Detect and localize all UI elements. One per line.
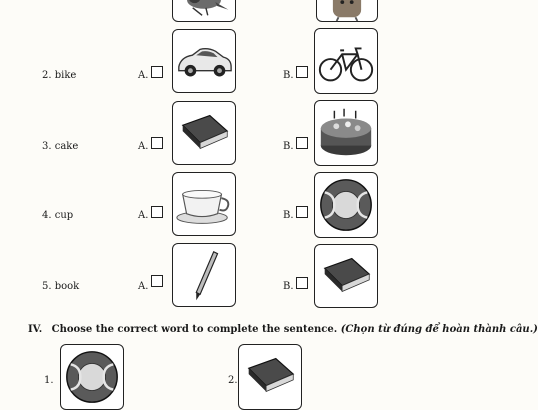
row-label-cup: 4. cup [42, 210, 74, 221]
option-b-checkbox[interactable] [296, 66, 308, 78]
option-a-checkbox[interactable] [151, 275, 163, 287]
car-picture [172, 29, 236, 93]
ball-picture [314, 172, 378, 238]
option-a-checkbox[interactable] [151, 66, 163, 78]
option-b-checkbox[interactable] [296, 137, 308, 149]
option-b-checkbox[interactable] [296, 206, 308, 218]
ball-icon [61, 345, 123, 409]
option-b-letter: B. [283, 70, 294, 81]
question-1-number: 1. [44, 375, 54, 386]
row-label-book: 5. book [42, 281, 80, 292]
cup-icon [173, 173, 235, 235]
cake-picture [314, 100, 378, 166]
section-instruction: Choose the correct word to complete the sentence. [51, 324, 338, 335]
option-a-letter: A. [138, 70, 149, 81]
pencil-picture [172, 243, 236, 307]
row-label-cake: 3. cake [42, 141, 79, 152]
partial-bird-picture [172, 0, 236, 22]
cup-picture [172, 172, 236, 236]
book-picture [314, 244, 378, 308]
cat-icon [317, 0, 377, 21]
book-icon [239, 345, 301, 409]
section-iv-heading [28, 324, 538, 335]
section-number: IV. [28, 324, 43, 335]
car-icon [173, 30, 235, 92]
book-icon [315, 245, 377, 307]
pencil-icon [173, 244, 235, 306]
option-b-letter: B. [283, 210, 294, 221]
ball-icon [315, 173, 377, 237]
section-note: (Chọn từ đúng để hoàn thành câu.) [340, 324, 538, 335]
option-a-checkbox[interactable] [151, 206, 163, 218]
cake-icon [315, 101, 377, 165]
option-a-checkbox[interactable] [151, 137, 163, 149]
row-label-bike: 2. bike [42, 70, 77, 81]
option-a-letter: A. [138, 210, 149, 221]
option-b-letter: B. [283, 141, 294, 152]
partial-cat-picture [316, 0, 378, 22]
book-picture [172, 101, 236, 165]
option-b-letter: B. [283, 281, 294, 292]
book-icon [173, 102, 235, 164]
option-a-letter: A. [138, 141, 149, 152]
book-picture [238, 344, 302, 410]
ball-picture [60, 344, 124, 410]
question-2-number: 2. [228, 375, 238, 386]
bicycle-icon [315, 29, 377, 93]
option-a-letter: A. [138, 281, 149, 292]
bird-icon [173, 0, 235, 21]
bicycle-picture [314, 28, 378, 94]
option-b-checkbox[interactable] [296, 277, 308, 289]
